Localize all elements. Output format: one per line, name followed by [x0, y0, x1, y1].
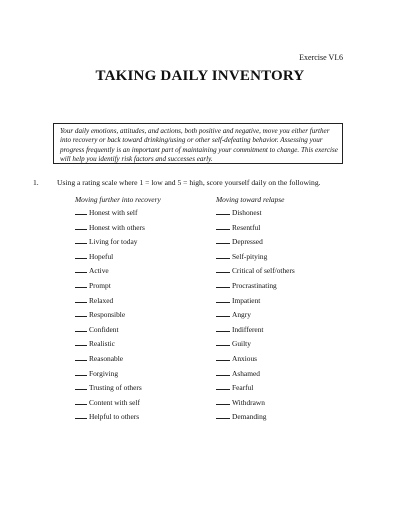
- rating-blank[interactable]: [216, 375, 230, 376]
- relapse-item: [216, 384, 295, 399]
- rating-blank[interactable]: [216, 214, 230, 215]
- item-label: Realistic: [89, 339, 115, 349]
- question-1: [33, 178, 321, 187]
- intro-box: Your daily emotions, attitudes, and actions, both positive and negative, move you either further into recovery or back toward drinking/using or other self-defeating behavior. Assessing your progress frequently is an important part of maintaining your commitment to change. This exercise will help you identify risk factors and successes early.: [53, 123, 343, 164]
- exercise-label: Exercise VI.6: [299, 53, 343, 62]
- relapse-item: [216, 370, 295, 385]
- question-text: Using a rating scale where 1 = low and 5 = high, score yourself daily on the following.: [57, 178, 321, 187]
- rating-blank[interactable]: [75, 214, 87, 215]
- item-label: Withdrawn: [232, 397, 265, 407]
- rating-blank[interactable]: [216, 418, 230, 419]
- rating-blank[interactable]: [75, 404, 87, 405]
- item-label: Demanding: [232, 412, 267, 422]
- item-label: Depressed: [232, 237, 263, 247]
- relapse-item: [216, 399, 295, 414]
- item-label: Reasonable: [89, 353, 124, 363]
- item-label: Confident: [89, 324, 119, 334]
- rating-blank[interactable]: [75, 345, 87, 346]
- relapse-item: [216, 413, 295, 428]
- recovery-list: [75, 209, 145, 428]
- relapse-item: [216, 282, 295, 297]
- recovery-item: [75, 370, 145, 385]
- item-label: Active: [89, 266, 109, 276]
- relapse-item: [216, 209, 295, 224]
- item-label: Fearful: [232, 383, 254, 393]
- page-title: TAKING DAILY INVENTORY: [95, 68, 305, 84]
- rating-blank[interactable]: [75, 229, 87, 230]
- rating-blank[interactable]: [75, 258, 87, 259]
- recovery-item: [75, 238, 145, 253]
- item-label: Relaxed: [89, 295, 114, 305]
- item-label: Ashamed: [232, 368, 260, 378]
- recovery-item: [75, 297, 145, 312]
- item-label: Honest with self: [89, 208, 138, 217]
- item-label: Procrastinating: [232, 280, 277, 290]
- recovery-item: [75, 413, 145, 428]
- item-label: Living for today: [89, 237, 138, 247]
- rating-blank[interactable]: [216, 287, 230, 288]
- item-label: Impatient: [232, 295, 261, 305]
- item-label: Prompt: [89, 280, 111, 290]
- relapse-item: [216, 326, 295, 341]
- recovery-item: [75, 282, 145, 297]
- rating-blank[interactable]: [75, 331, 87, 332]
- relapse-item: [216, 297, 295, 312]
- rating-blank[interactable]: [75, 418, 87, 419]
- question-number: 1.: [33, 178, 39, 187]
- item-label: Responsible: [89, 310, 126, 320]
- rating-blank[interactable]: [75, 287, 87, 288]
- item-label: Helpful to others: [89, 412, 140, 422]
- rating-blank[interactable]: [216, 229, 230, 230]
- item-label: Forgiving: [89, 368, 119, 378]
- rating-blank[interactable]: [216, 360, 230, 361]
- recovery-column-heading: Moving further into recovery: [75, 195, 161, 204]
- recovery-item: [75, 326, 145, 341]
- item-label: Dishonest: [232, 208, 262, 217]
- rating-blank[interactable]: [216, 389, 230, 390]
- item-label: Guilty: [232, 339, 251, 349]
- rating-blank[interactable]: [75, 302, 87, 303]
- item-label: Trusting of others: [89, 383, 142, 393]
- relapse-item: [216, 340, 295, 355]
- item-label: Anxious: [232, 353, 258, 363]
- rating-blank[interactable]: [75, 272, 87, 273]
- recovery-item: [75, 384, 145, 399]
- rating-blank[interactable]: [75, 389, 87, 390]
- recovery-item: [75, 267, 145, 282]
- recovery-item: [75, 355, 145, 370]
- rating-blank[interactable]: [216, 302, 230, 303]
- item-label: Content with self: [89, 397, 140, 407]
- rating-blank[interactable]: [75, 243, 87, 244]
- rating-blank[interactable]: [216, 404, 230, 405]
- rating-blank[interactable]: [75, 360, 87, 361]
- relapse-item: [216, 253, 295, 268]
- relapse-column-heading: Moving toward relapse: [216, 195, 285, 204]
- rating-blank[interactable]: [75, 375, 87, 376]
- rating-blank[interactable]: [216, 331, 230, 332]
- item-label: Honest with others: [89, 222, 145, 232]
- rating-blank[interactable]: [75, 316, 87, 317]
- relapse-list: [216, 209, 295, 428]
- item-label: Self-pitying: [232, 251, 268, 261]
- item-label: Hopeful: [89, 251, 114, 261]
- item-label: Resentful: [232, 222, 261, 232]
- rating-blank[interactable]: [216, 316, 230, 317]
- recovery-item: [75, 311, 145, 326]
- recovery-item: [75, 209, 145, 224]
- rating-blank[interactable]: [216, 258, 230, 259]
- rating-blank[interactable]: [216, 345, 230, 346]
- relapse-item: [216, 355, 295, 370]
- recovery-item: [75, 399, 145, 414]
- relapse-item: [216, 238, 295, 253]
- recovery-item: [75, 224, 145, 239]
- item-label: Angry: [232, 310, 251, 320]
- recovery-item: [75, 340, 145, 355]
- item-label: Indifferent: [232, 324, 264, 334]
- relapse-item: [216, 267, 295, 282]
- item-label: Critical of self/others: [232, 266, 295, 276]
- recovery-item: [75, 253, 145, 268]
- rating-blank[interactable]: [216, 272, 230, 273]
- relapse-item: [216, 224, 295, 239]
- rating-blank[interactable]: [216, 243, 230, 244]
- relapse-item: [216, 311, 295, 326]
